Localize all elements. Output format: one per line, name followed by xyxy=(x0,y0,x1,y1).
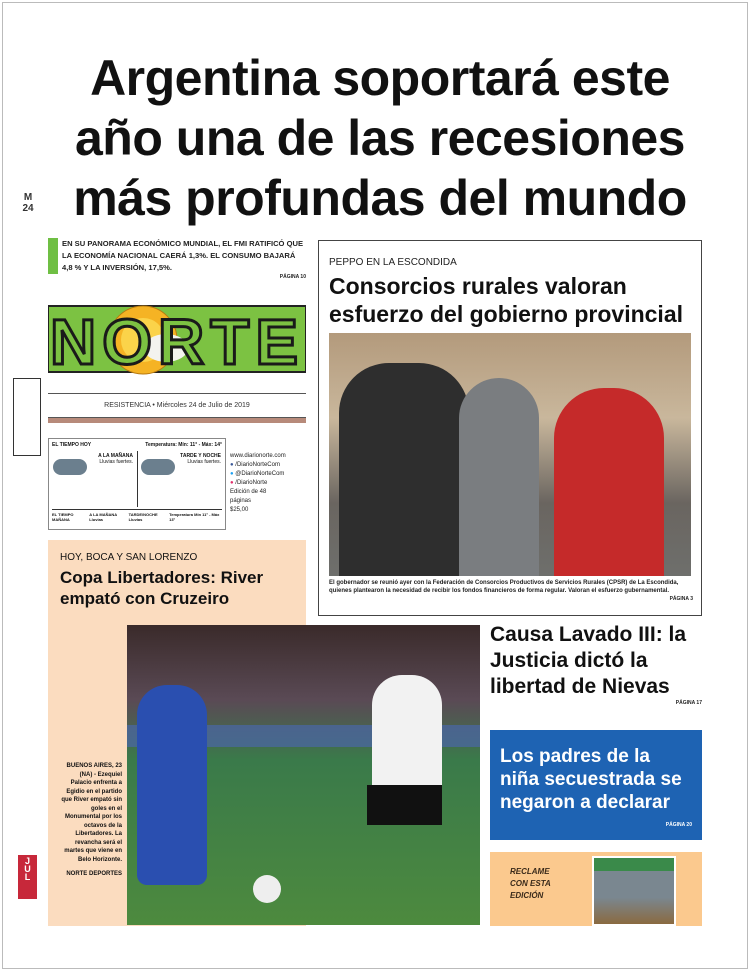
sports-kicker: HOY, BOCA Y SAN LORENZO xyxy=(60,552,198,563)
price: $25,00 xyxy=(230,507,249,513)
side-ear-box xyxy=(13,378,41,456)
lead-text: EN SU PANORAMA ECONÓMICO MUNDIAL, EL FMI RATIFICÓ QUE LA ECONOMÍA NACIONAL CAERÁ 1,3%. EL CONSUMO BAJARÁ 4,8 % Y LA INVERSIÓN, 17,5%. xyxy=(62,239,304,272)
story-title[interactable]: Consorcios rurales valoran esfuerzo del gobierno provincial xyxy=(329,273,684,327)
tomorrow-label: EL TIEMPO MAÑANA xyxy=(52,512,74,522)
logo-text: NORTE xyxy=(50,306,304,378)
instagram-icon: ● xyxy=(230,480,234,486)
month-tab xyxy=(18,855,37,899)
headline-line: más profundas del mundo xyxy=(73,170,687,226)
main-headline xyxy=(40,48,720,228)
date-text: RESISTENCIA • Miércoles 24 de Julio de 2019 xyxy=(104,402,250,409)
month-text: JUL xyxy=(22,856,33,880)
weather-box xyxy=(48,438,226,530)
story-padres xyxy=(490,730,702,840)
page-ref: PÁGINA 20 xyxy=(665,822,692,828)
evening-label: TARDE Y NOCHE xyxy=(180,453,221,459)
page-ref: PÁGINA 10 xyxy=(279,274,306,280)
main-story xyxy=(318,240,702,616)
sports-title[interactable]: Copa Libertadores: River empató con Cruzeiro xyxy=(60,568,264,608)
edition-pages: Edición de 48 páginas xyxy=(230,489,267,504)
green-accent-bar xyxy=(48,238,58,274)
promo-box xyxy=(490,852,702,926)
facebook-handle: /DiarioNorteCom xyxy=(235,462,280,468)
headline-line: año una de las recesiones xyxy=(75,110,685,166)
sports-body xyxy=(58,762,122,879)
tomorrow-morning: A LA MAÑANA Lluvias xyxy=(89,512,118,522)
rain-cloud-icon xyxy=(53,459,87,475)
rain-cloud-icon xyxy=(141,459,175,475)
tomorrow-evening: TARDE/NOCHE Lluvias xyxy=(128,512,158,522)
morning-desc: Lluvias fuertes. xyxy=(99,459,133,465)
page-ref: PÁGINA 17 xyxy=(675,700,702,706)
football-photo xyxy=(127,625,480,925)
story-causa-lavado xyxy=(490,622,702,706)
date-rule xyxy=(48,417,306,423)
story-caption xyxy=(329,579,693,603)
story-kicker: PEPPO EN LA ESCONDIDA xyxy=(329,257,457,268)
promo-image xyxy=(592,856,676,926)
morning-label: A LA MAÑANA xyxy=(98,453,133,459)
story-photo xyxy=(329,333,691,576)
twitter-handle: @DiarioNorteCom xyxy=(235,471,285,477)
evening-desc: Lluvias fuertes. xyxy=(187,459,221,465)
weather-title: EL TIEMPO HOY xyxy=(52,442,92,448)
tomorrow-temps: Temperatura Mín 11° - Máx 13° xyxy=(169,512,220,522)
social-links xyxy=(230,452,310,515)
instagram-link[interactable] xyxy=(230,479,310,488)
weather-temps: Temperatura: Mín: 11° - Máx: 14° xyxy=(145,442,222,448)
norte-logo xyxy=(48,300,306,382)
instagram-handle: /DiarioNorte xyxy=(235,480,268,486)
twitter-link[interactable] xyxy=(230,470,310,479)
dateline xyxy=(48,393,306,423)
sports-source: NORTE DEPORTES xyxy=(66,871,122,877)
sports-body-text: BUENOS AIRES, 23 (NA) - Ezequiel Palacio enfrenta a Egidio en el partido que River empató sin goles en el Monumental por los octavos de la Libertadores. La revancha será el martes que viene en Belo Horizonte. xyxy=(61,763,122,863)
edition-number: 24 xyxy=(22,203,34,214)
website-link[interactable]: www.diarionorte.com xyxy=(230,453,286,459)
facebook-icon: ● xyxy=(230,462,234,468)
promo-text: RECLAME CON ESTA EDICIÓN xyxy=(510,867,551,900)
headline-line: Argentina soportará este xyxy=(90,50,670,106)
twitter-icon: ● xyxy=(230,471,234,477)
page-ref: PÁGINA 3 xyxy=(669,596,693,602)
edition-letter: M xyxy=(23,192,33,203)
caption-text: El gobernador se reunió ayer con la Federación de Consorcios Productivos de Servicios Rurales (CPSR) de La Escondida, quienes plantearon la necesidad de recibir los fondos financieros de forma regular. Valoran el esfuerzo gubernamental. xyxy=(329,580,679,594)
edition-tag xyxy=(20,192,36,214)
lead-summary xyxy=(48,238,306,284)
story3-title[interactable]: Los padres de la niña secuestrada se negaron a declarar xyxy=(500,746,682,813)
story2-title[interactable]: Causa Lavado III: la Justicia dictó la libertad de Nievas xyxy=(490,623,687,698)
facebook-link[interactable] xyxy=(230,461,310,470)
